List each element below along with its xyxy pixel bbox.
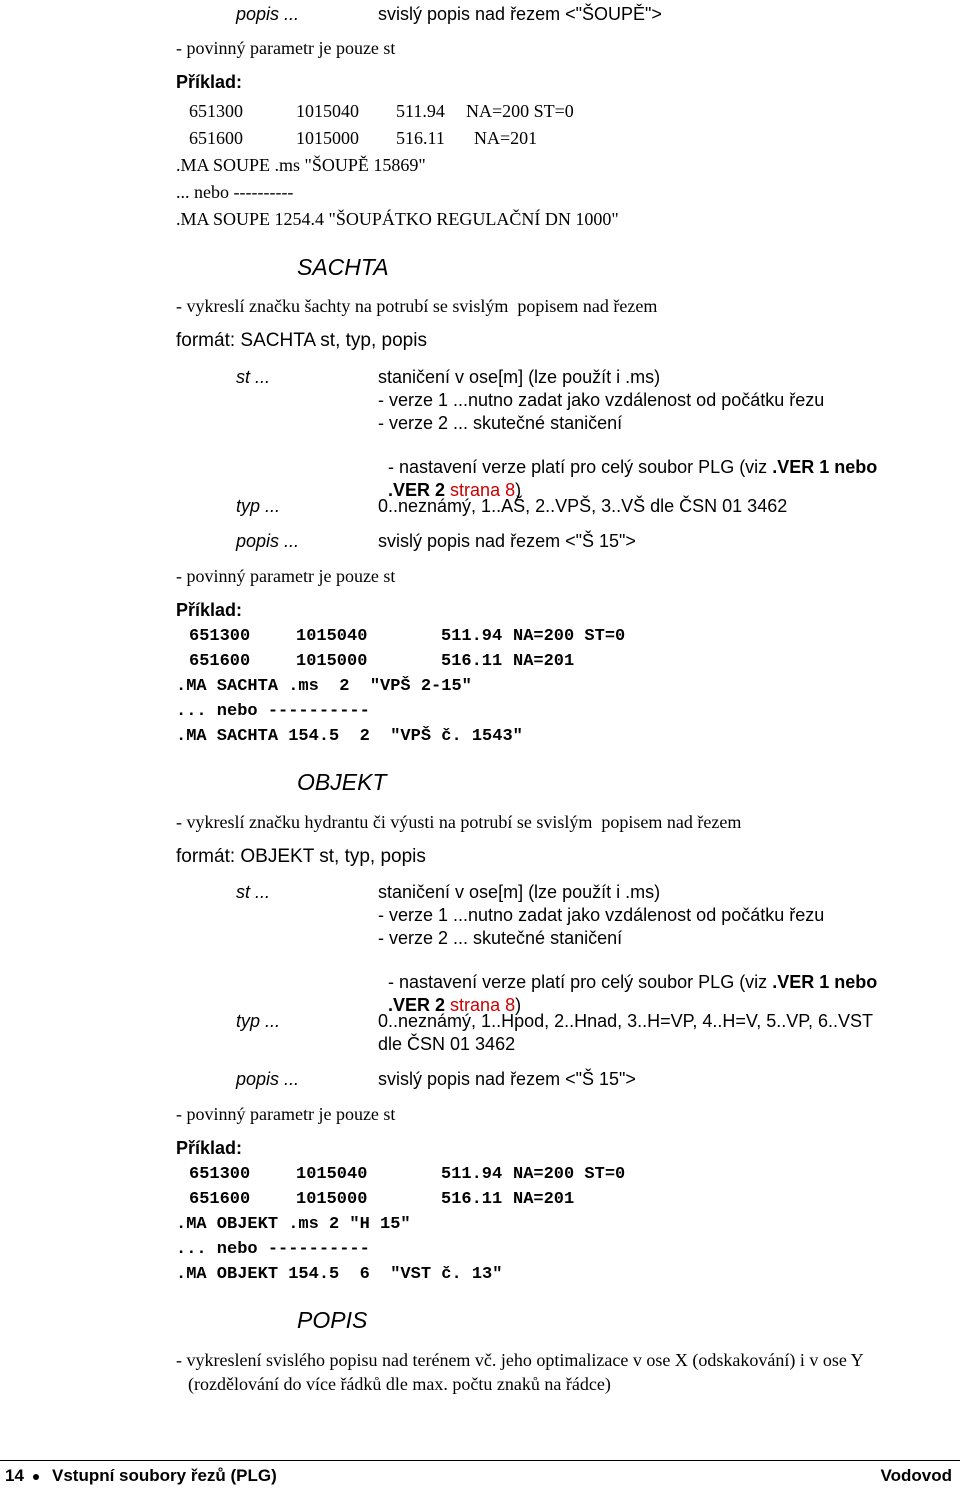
objekt-st-page-link[interactable]: strana 8	[445, 995, 516, 1015]
soupe-mandatory-note: - povinný parametr je pouze st	[176, 38, 396, 58]
objekt-format: formát: OBJEKT st, typ, popis	[176, 846, 426, 867]
objekt-st-label: st ...	[236, 882, 271, 902]
sachta-st-label: st ...	[236, 367, 271, 387]
sachta-example-r1-c1: 651300	[189, 627, 251, 646]
objekt-heading: OBJEKT	[297, 769, 387, 795]
soupe-example-r2-c2: 1015000	[296, 128, 359, 148]
soupe-example-r1-c4: NA=200 ST=0	[466, 101, 574, 121]
objekt-example-line3: .MA OBJEKT .ms 2 "H 15"	[176, 1215, 411, 1234]
sachta-st-line3: - verze 2 ... skutečné staničení	[378, 413, 623, 433]
sachta-st-ver1-ref: .VER 1 nebo	[772, 457, 878, 477]
sachta-example-r2-c4: NA=201	[513, 652, 575, 671]
sachta-typ-desc: 0..neznámý, 1..AŠ, 2..VPŠ, 3..VŠ dle ČSN 01 3462	[378, 496, 788, 516]
objekt-typ-label: typ ...	[236, 1011, 281, 1031]
objekt-st-ver1-ref: .VER 1 nebo	[772, 972, 878, 992]
popis-description-line1: - vykreslení svislého popisu nad terénem vč. jeho optimalizace v ose X (odskakování) i v ose Y	[176, 1350, 864, 1370]
sachta-example-r1-c3: 511.94	[441, 627, 503, 646]
sachta-heading: SACHTA	[297, 254, 389, 280]
objekt-st-line2: - verze 1 ...nutno zadat jako vzdálenost od počátku řezu	[378, 905, 825, 925]
objekt-description: - vykreslí značku hydrantu či výusti na potrubí se svislým popisem nad řezem	[176, 812, 742, 832]
sachta-st-line5	[378, 459, 521, 501]
soupe-example-line3: .MA SOUPE .ms "ŠOUPĚ 15869"	[176, 155, 426, 175]
objekt-typ-line1: 0..neznámý, 1..Hpod, 2..Hnad, 3..H=VP, 4..H=V, 5..VP, 6..VST	[378, 1011, 873, 1031]
sachta-description: - vykreslí značku šachty na potrubí se svislým popisem nad řezem	[176, 296, 658, 316]
objekt-example-r2-c1: 651600	[189, 1190, 251, 1209]
sachta-example-r2-c3: 516.11	[441, 652, 503, 671]
objekt-example-line4: ... nebo ----------	[176, 1240, 370, 1259]
objekt-example-r2-c3: 516.11	[441, 1190, 503, 1209]
objekt-st-line5	[378, 974, 521, 1016]
sachta-mandatory-note: - povinný parametr je pouze st	[176, 566, 396, 586]
sachta-example-line3: .MA SACHTA .ms 2 "VPŠ 2-15"	[176, 677, 472, 696]
sachta-st-line1: staničení v ose[m] (lze použít i .ms)	[378, 367, 661, 387]
sachta-typ-label: typ ...	[236, 496, 281, 516]
sachta-example-line5: .MA SACHTA 154.5 2 "VPŠ č. 1543"	[176, 727, 523, 746]
sachta-st-line2: - verze 1 ...nutno zadat jako vzdálenost od počátku řezu	[378, 390, 825, 410]
objekt-example-label: Příklad:	[176, 1138, 243, 1158]
sachta-format: formát: SACHTA st, typ, popis	[176, 330, 427, 351]
objekt-st-line3: - verze 2 ... skutečné staničení	[378, 928, 623, 948]
sachta-st-line5-close: )	[515, 480, 522, 500]
sachta-example-line4: ... nebo ----------	[176, 702, 370, 721]
soupe-example-r1-c1: 651300	[189, 101, 243, 121]
soupe-popis-desc: svislý popis nad řezem <"ŠOUPĚ">	[378, 4, 662, 24]
objekt-popis-label: popis ...	[236, 1069, 300, 1089]
sachta-popis-label: popis ...	[236, 531, 300, 551]
popis-heading: POPIS	[297, 1307, 368, 1333]
sachta-st-line4-text: - nastavení verze platí pro celý soubor PLG (viz	[388, 457, 773, 477]
soupe-example-r1-c2: 1015040	[296, 101, 359, 121]
footer-brand: Vodovod	[880, 1466, 952, 1485]
sachta-example-r1-c2: 1015040	[296, 627, 368, 646]
soupe-example-r1-c3: 511.94	[396, 101, 445, 121]
popis-description-line2: (rozdělování do více řádků dle max. počtu znaků na řádce)	[188, 1374, 611, 1394]
objekt-example-r1-c3: 511.94	[441, 1165, 503, 1184]
soupe-example-r2-c3: 516.11	[396, 128, 445, 148]
objekt-example-line5: .MA OBJEKT 154.5 6 "VST č. 13"	[176, 1265, 503, 1284]
soupe-example-r2-c1: 651600	[189, 128, 243, 148]
objekt-example-r1-c2: 1015040	[296, 1165, 368, 1184]
sachta-example-r1-c4: NA=200 ST=0	[513, 627, 626, 646]
soupe-example-line5: .MA SOUPE 1254.4 "ŠOUPÁTKO REGULAČNÍ DN 1000"	[176, 209, 619, 229]
objekt-popis-desc: svislý popis nad řezem <"Š 15">	[378, 1069, 636, 1089]
objekt-example-r1-c4: NA=200 ST=0	[513, 1165, 626, 1184]
objekt-example-r2-c2: 1015000	[296, 1190, 368, 1209]
sachta-example-r2-c1: 651600	[189, 652, 251, 671]
sachta-example-r2-c2: 1015000	[296, 652, 368, 671]
sachta-example-label: Příklad:	[176, 600, 243, 620]
objekt-example-r2-c4: NA=201	[513, 1190, 575, 1209]
footer-page-number: 14	[5, 1466, 24, 1485]
soupe-example-r2-c4: NA=201	[474, 128, 538, 148]
footer-rule	[0, 1460, 960, 1461]
objekt-st-line5-close: )	[515, 995, 522, 1015]
soupe-example-line4: ... nebo ----------	[176, 182, 294, 202]
soupe-example-label: Příklad:	[176, 72, 243, 92]
objekt-st-ver2-ref: .VER 2	[388, 995, 446, 1015]
objekt-st-line4-text: - nastavení verze platí pro celý soubor PLG (viz	[388, 972, 773, 992]
objekt-example-r1-c1: 651300	[189, 1165, 251, 1184]
objekt-mandatory-note: - povinný parametr je pouze st	[176, 1104, 396, 1124]
footer-section-title: Vstupní soubory řezů (PLG)	[52, 1466, 277, 1485]
sachta-st-page-link[interactable]: strana 8	[445, 480, 516, 500]
soupe-popis-label: popis ...	[236, 4, 300, 24]
objekt-st-line1: staničení v ose[m] (lze použít i .ms)	[378, 882, 661, 902]
objekt-typ-line2: dle ČSN 01 3462	[378, 1034, 516, 1054]
sachta-popis-desc: svislý popis nad řezem <"Š 15">	[378, 531, 636, 551]
sachta-st-ver2-ref: .VER 2	[388, 480, 446, 500]
footer-bullet-icon	[33, 1474, 39, 1480]
